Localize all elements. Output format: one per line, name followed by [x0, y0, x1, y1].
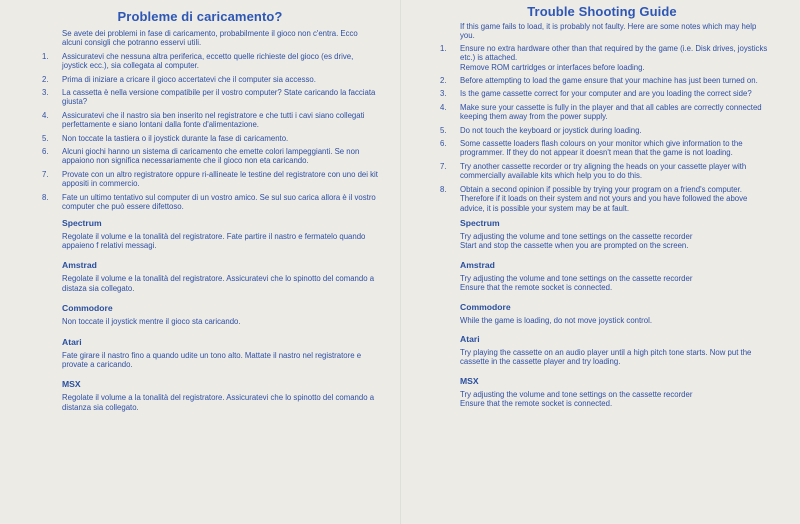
section-heading-atari: Atari [62, 336, 82, 347]
item-number: 8. [42, 192, 49, 202]
item-number: 3. [42, 88, 49, 98]
english-title: Trouble Shooting Guide [527, 4, 677, 19]
item-text: Assicuratevi che nessuna altra periferica, eccetto quelle richieste del gioco (es drive, joystick ecc.), sia collegata al computer. [62, 51, 354, 71]
section-heading-amstrad: Amstrad [62, 260, 97, 271]
item-number: 2. [440, 76, 447, 86]
list-item [440, 103, 772, 122]
item-text: Non toccate la tastiera o il joystick durante la fase di caricamento. [62, 133, 289, 143]
section-heading-spectrum: Spectrum [62, 217, 102, 228]
italian-intro: Se avete dei problemi in fase di caricamento, probabilmente il gioco non c'entra. Ecco alcuni consigli che potranno esservi utili. [62, 29, 358, 48]
section-heading-commodore: Commodore [460, 301, 511, 312]
section-body-amstrad: Regolate il volume e la tonalità del registratore. Assicuratevi che lo spinotto del comando a distaza sia collegato. [62, 274, 375, 293]
item-text: Some cassette loaders flash colours on your monitor which give information to the programmer. If they do not appear it doesn't mean that the game is not loading. [460, 139, 743, 158]
list-item [440, 44, 772, 72]
item-text: Fate un ultimo tentativo sul computer di un vostro amico. Se sul suo carica allora è il vostro computer che può essere difettoso. [62, 192, 376, 212]
item-text: Prima di iniziare a cricare il gioco accertatevi che il computer sia accesso. [62, 74, 316, 84]
item-text: Provate con un altro registratore oppure ri-allineate le testine del registratore con uno dei kit appositi in commercio. [62, 169, 378, 189]
italian-tips-list [42, 52, 378, 212]
section-body-atari: Try playing the cassette on an audio player until a high pitch tone starts. Now put the cassette in the cassette player and try loading. [460, 347, 752, 367]
english-column [402, 0, 800, 524]
section-body-commodore: Non toccate il joystick mentre il gioco sta caricando. [62, 317, 241, 327]
list-item [440, 126, 772, 135]
english-intro: If this game fails to load, it is probably not faulty. Here are some notes which may help you. [460, 22, 757, 41]
section-body-msx: Regolate il volume a la tonalità del registratore. Assicuratevi che lo spinotto del comando a distanza sia collegato. [62, 393, 375, 412]
italian-title: Probleme di caricamento? [117, 9, 283, 24]
list-item [42, 52, 378, 71]
list-item [440, 76, 772, 85]
item-text: Before attempting to load the game ensure that your machine has just been turned on. [460, 76, 758, 86]
item-number: 8. [440, 184, 447, 194]
italian-platform-sections [62, 218, 378, 413]
item-text: Do not touch the keyboard or joystick during loading. [460, 125, 642, 135]
item-text: Alcuni giochi hanno un sistema di caricamento che emette colori lampeggianti. Se non appaiono non significa necessariamente che il gioco non eta caricando. [62, 147, 360, 166]
item-number: 1. [42, 51, 49, 61]
list-item [42, 193, 378, 212]
item-number: 1. [440, 43, 447, 53]
section-body-amstrad: Try adjusting the volume and tone settings on the cassette recorder Ensure that the remote socket is connected. [460, 273, 693, 293]
item-text: Is the game cassette correct for your computer and are you loading the correct side? [460, 89, 752, 99]
item-number: 4. [42, 110, 49, 120]
item-text: Make sure your cassette is fully in the player and that all cables are correctly connected keeping them away from the power supply. [460, 102, 762, 122]
list-item [440, 162, 772, 181]
item-number: 7. [42, 169, 49, 179]
section-heading-commodore: Commodore [62, 303, 113, 314]
list-item [42, 88, 378, 107]
item-text: Try another cassette recorder or try aligning the heads on your cassette player with commercially available kits which help you to do this. [460, 161, 747, 181]
english-platform-sections [460, 218, 772, 409]
section-body-spectrum: Try adjusting the volume and tone settings on the cassette recorder Start and stop the cassette when you are prompted on the screen. [460, 231, 693, 251]
section-heading-spectrum: Spectrum [460, 217, 500, 228]
list-item [440, 139, 772, 158]
section-body-atari: Fate girare il nastro fino a quando udite un tono alto. Mattate il nastro nel registratore e provate a caricando. [62, 350, 362, 369]
section-body-msx: Try adjusting the volume and tone settings on the cassette recorder Ensure that the remote socket is connected. [460, 389, 693, 409]
item-text: La cassetta è nella versione compatibile per il vostro computer? State caricando la facciata giusta? [62, 88, 376, 107]
item-number: 6. [42, 147, 49, 157]
list-item [42, 147, 378, 166]
section-heading-msx: MSX [62, 379, 81, 390]
item-number: 7. [440, 161, 447, 171]
list-item [42, 111, 378, 130]
item-number: 3. [440, 89, 447, 99]
section-body-spectrum: Regolate il volume e la tonalità del registratore. Fate partire il nastro e fermatelo quando appaieno f relativi messagi. [62, 231, 366, 250]
section-body-commodore: While the game is loading, do not move joystick control. [460, 315, 652, 325]
item-text: Obtain a second opinion if possible by trying your program on a friend's computer. Therefore if it loads on their system and not yours and you have followed the above advice, it is possible your system may be at fault. [460, 184, 748, 213]
list-item [42, 134, 378, 143]
item-text: Ensure no extra hardware other than that required by the game (i.e. Disk drives, joysticks etc.) is attached. Remove ROM cartridges or interfaces before loading. [460, 43, 768, 72]
item-number: 5. [42, 133, 49, 143]
list-item [440, 185, 772, 213]
item-number: 4. [440, 102, 447, 112]
item-number: 5. [440, 125, 447, 135]
english-tips-list [440, 44, 772, 213]
list-item [42, 170, 378, 189]
section-heading-amstrad: Amstrad [460, 259, 495, 270]
section-heading-msx: MSX [460, 375, 479, 386]
item-number: 6. [440, 139, 447, 149]
list-item [42, 75, 378, 84]
item-text: Assicuratevi che il nastro sia ben inserito nel registratore e che tutti i cavi siano collegati perfettamente e siano lontani dalla fonte d'alimentazione. [62, 110, 365, 130]
section-heading-atari: Atari [460, 333, 480, 344]
list-item [440, 89, 772, 98]
item-number: 2. [42, 74, 49, 84]
